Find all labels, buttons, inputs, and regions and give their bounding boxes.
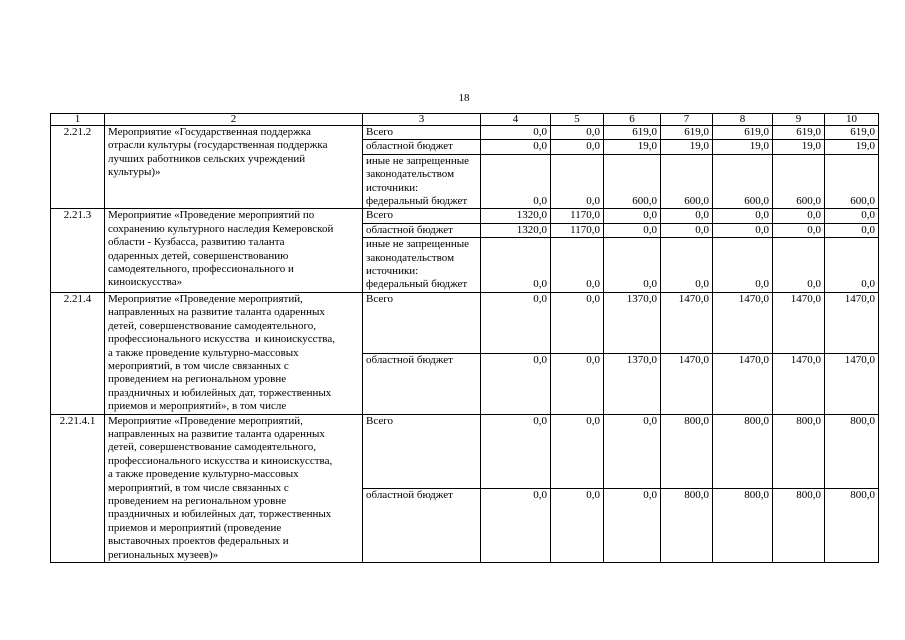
amount-cell: 0,0 bbox=[604, 238, 661, 293]
measure-name bbox=[105, 209, 363, 292]
measure-name-line: направленных на развитие таланта одаренных bbox=[108, 427, 325, 440]
measure-name-line: региональных музеев)» bbox=[108, 548, 219, 561]
funding-source-line: федеральный бюджет bbox=[366, 278, 468, 291]
amount-cell: 0,0 bbox=[713, 238, 773, 293]
funding-source-line: Всего bbox=[366, 292, 393, 305]
funding-source-line: источники: bbox=[366, 265, 419, 278]
measure-name-line: отрасли культуры (государственная поддержка bbox=[108, 139, 328, 152]
measure-row bbox=[51, 292, 879, 353]
amount-cell: 0,0 bbox=[481, 154, 551, 209]
funding-source-line: областной бюджет bbox=[366, 488, 453, 501]
amount-cell: 800,0 bbox=[713, 414, 773, 488]
measure-name-line: праздничных и юбилейных дат, торжественных bbox=[108, 508, 332, 521]
funding-source bbox=[363, 353, 481, 414]
amount-cell: 800,0 bbox=[825, 414, 879, 488]
funding-source-line: Всего bbox=[366, 209, 393, 222]
column-header: 8 bbox=[713, 114, 773, 126]
amount-cell: 0,0 bbox=[481, 292, 551, 353]
amount-cell: 0,0 bbox=[481, 414, 551, 488]
funding-source bbox=[363, 238, 481, 293]
measure-name-line: профессионального искусства и киноискусства, bbox=[108, 454, 333, 467]
amount-cell: 1470,0 bbox=[825, 353, 879, 414]
funding-source bbox=[363, 223, 481, 237]
measure-name-line: детей, совершенствование самодеятельного, bbox=[108, 441, 316, 454]
amount-cell: 1470,0 bbox=[713, 353, 773, 414]
amount-cell: 1370,0 bbox=[604, 353, 661, 414]
amount-cell: 0,0 bbox=[551, 414, 604, 488]
funding-source-line: Всего bbox=[366, 126, 393, 138]
funding-source bbox=[363, 154, 481, 209]
measure-name-line: направленных на развитие таланта одаренных bbox=[108, 306, 325, 319]
funding-source-line: источники: bbox=[366, 181, 419, 194]
measure-name-line: одаренных детей, совершенствованию bbox=[108, 249, 289, 262]
amount-cell: 0,0 bbox=[551, 154, 604, 209]
amount-cell: 0,0 bbox=[551, 126, 604, 140]
amount-cell: 19,0 bbox=[604, 140, 661, 154]
amount-cell: 0,0 bbox=[604, 488, 661, 562]
amount-cell: 1320,0 bbox=[481, 223, 551, 237]
amount-cell: 0,0 bbox=[713, 209, 773, 223]
amount-cell: 1170,0 bbox=[551, 223, 604, 237]
amount-cell: 0,0 bbox=[481, 126, 551, 140]
measure-name-line: профессионального искусства и киноискусства, bbox=[108, 333, 335, 346]
table-header bbox=[51, 114, 879, 126]
measure-name-line: Мероприятие «Государственная поддержка bbox=[108, 126, 311, 138]
amount-cell: 1470,0 bbox=[661, 353, 713, 414]
amount-cell: 0,0 bbox=[773, 223, 825, 237]
amount-cell: 619,0 bbox=[713, 126, 773, 140]
amount-cell: 800,0 bbox=[661, 488, 713, 562]
funding-source bbox=[363, 414, 481, 488]
measure-row bbox=[51, 414, 879, 488]
amount-cell: 1470,0 bbox=[713, 292, 773, 353]
funding-source bbox=[363, 126, 481, 140]
column-header: 4 bbox=[481, 114, 551, 126]
column-header: 6 bbox=[604, 114, 661, 126]
amount-cell: 0,0 bbox=[773, 209, 825, 223]
amount-cell: 600,0 bbox=[825, 154, 879, 209]
amount-cell: 0,0 bbox=[551, 292, 604, 353]
funding-source-line: Всего bbox=[366, 414, 393, 427]
amount-cell: 800,0 bbox=[713, 488, 773, 562]
amount-cell: 619,0 bbox=[825, 126, 879, 140]
measure-name-line: Мероприятие «Проведение мероприятий, bbox=[108, 292, 303, 305]
measure-number: 2.21.3 bbox=[51, 209, 105, 292]
amount-cell: 619,0 bbox=[773, 126, 825, 140]
funding-source-line: областной бюджет bbox=[366, 223, 453, 236]
amount-cell: 0,0 bbox=[481, 140, 551, 154]
funding-source bbox=[363, 488, 481, 562]
amount-cell: 1470,0 bbox=[773, 353, 825, 414]
amount-cell: 800,0 bbox=[773, 488, 825, 562]
amount-cell: 0,0 bbox=[481, 238, 551, 293]
measure-name-line: Мероприятие «Проведение мероприятий, bbox=[108, 414, 303, 427]
column-header: 2 bbox=[105, 114, 363, 126]
amount-cell: 619,0 bbox=[661, 126, 713, 140]
amount-cell: 800,0 bbox=[661, 414, 713, 488]
amount-cell: 0,0 bbox=[825, 209, 879, 223]
amount-cell: 1170,0 bbox=[551, 209, 604, 223]
amount-cell: 800,0 bbox=[825, 488, 879, 562]
column-header: 9 bbox=[773, 114, 825, 126]
funding-source-line: законодательством bbox=[366, 251, 455, 264]
funding-source-line: областной бюджет bbox=[366, 140, 453, 153]
amount-cell: 0,0 bbox=[551, 140, 604, 154]
table-body bbox=[51, 126, 879, 563]
funding-source-line: иные не запрещенные bbox=[366, 238, 470, 251]
funding-source-line: областной бюджет bbox=[366, 353, 453, 366]
measure-name-line: сохранению культурного наследия Кемеровской bbox=[108, 222, 334, 235]
funding-source bbox=[363, 140, 481, 154]
amount-cell: 0,0 bbox=[661, 223, 713, 237]
column-header: 3 bbox=[363, 114, 481, 126]
measure-name-line: а также проведение культурно-массовых bbox=[108, 468, 299, 481]
measure-name-line: приемов и мероприятий», в том числе bbox=[108, 400, 287, 413]
column-header: 7 bbox=[661, 114, 713, 126]
measure-name-line: а также проведение культурно-массовых bbox=[108, 346, 299, 359]
measure-number: 2.21.4 bbox=[51, 292, 105, 414]
funding-source-line: иные не запрещенные bbox=[366, 154, 470, 167]
amount-cell: 19,0 bbox=[661, 140, 713, 154]
amount-cell: 600,0 bbox=[661, 154, 713, 209]
amount-cell: 619,0 bbox=[604, 126, 661, 140]
measure-name-line: проведением на региональном уровне bbox=[108, 373, 287, 386]
funding-source bbox=[363, 292, 481, 353]
funding-source-line: законодательством bbox=[366, 168, 455, 181]
measure-name-line: детей, совершенствование самодеятельного, bbox=[108, 319, 316, 332]
measure-name-line: мероприятий, в том числе связанных с bbox=[108, 481, 289, 494]
amount-cell: 0,0 bbox=[713, 223, 773, 237]
amount-cell: 0,0 bbox=[604, 414, 661, 488]
amount-cell: 800,0 bbox=[773, 414, 825, 488]
measure-name bbox=[105, 126, 363, 209]
measure-row bbox=[51, 126, 879, 140]
amount-cell: 600,0 bbox=[604, 154, 661, 209]
measure-row bbox=[51, 209, 879, 223]
amount-cell: 19,0 bbox=[825, 140, 879, 154]
amount-cell: 0,0 bbox=[604, 209, 661, 223]
funding-source-line: федеральный бюджет bbox=[366, 195, 468, 208]
measure-name-line: культуры)» bbox=[108, 166, 161, 179]
amount-cell: 0,0 bbox=[825, 238, 879, 293]
amount-cell: 19,0 bbox=[773, 140, 825, 154]
measure-number: 2.21.4.1 bbox=[51, 414, 105, 562]
amount-cell: 19,0 bbox=[713, 140, 773, 154]
measure-name-line: самодеятельного, профессионального и bbox=[108, 263, 294, 276]
amount-cell: 600,0 bbox=[773, 154, 825, 209]
amount-cell: 600,0 bbox=[713, 154, 773, 209]
amount-cell: 1470,0 bbox=[773, 292, 825, 353]
header-row bbox=[51, 114, 879, 126]
amount-cell: 1470,0 bbox=[825, 292, 879, 353]
amount-cell: 0,0 bbox=[773, 238, 825, 293]
measure-name-line: выставочных проектов федеральных и bbox=[108, 535, 289, 548]
measure-name-line: лучших работников сельских учреждений bbox=[108, 152, 306, 165]
amount-cell: 1320,0 bbox=[481, 209, 551, 223]
measure-name bbox=[105, 414, 363, 562]
measure-name bbox=[105, 292, 363, 414]
amount-cell: 0,0 bbox=[551, 488, 604, 562]
amount-cell: 0,0 bbox=[481, 488, 551, 562]
amount-cell: 0,0 bbox=[825, 223, 879, 237]
measure-name-line: приемов и мероприятий (проведение bbox=[108, 521, 282, 534]
column-header: 10 bbox=[825, 114, 879, 126]
amount-cell: 0,0 bbox=[661, 209, 713, 223]
column-header: 5 bbox=[551, 114, 604, 126]
amount-cell: 0,0 bbox=[551, 353, 604, 414]
measure-name-line: праздничных и юбилейных дат, торжественных bbox=[108, 386, 332, 399]
amount-cell: 1470,0 bbox=[661, 292, 713, 353]
amount-cell: 0,0 bbox=[481, 353, 551, 414]
measure-name-line: области - Кузбасса, развитию таланта bbox=[108, 236, 285, 249]
page-number: 18 bbox=[458, 92, 470, 104]
funding-source bbox=[363, 209, 481, 223]
measure-number: 2.21.2 bbox=[51, 126, 105, 209]
budget-table bbox=[50, 113, 879, 563]
measure-name-line: киноискусства» bbox=[108, 276, 183, 289]
column-header: 1 bbox=[51, 114, 105, 126]
amount-cell: 1370,0 bbox=[604, 292, 661, 353]
amount-cell: 0,0 bbox=[604, 223, 661, 237]
amount-cell: 0,0 bbox=[551, 238, 604, 293]
measure-name-line: мероприятий, в том числе связанных с bbox=[108, 359, 289, 372]
measure-name-line: Мероприятие «Проведение мероприятий по bbox=[108, 209, 315, 222]
measure-name-line: проведением на региональном уровне bbox=[108, 494, 287, 507]
amount-cell: 0,0 bbox=[661, 238, 713, 293]
